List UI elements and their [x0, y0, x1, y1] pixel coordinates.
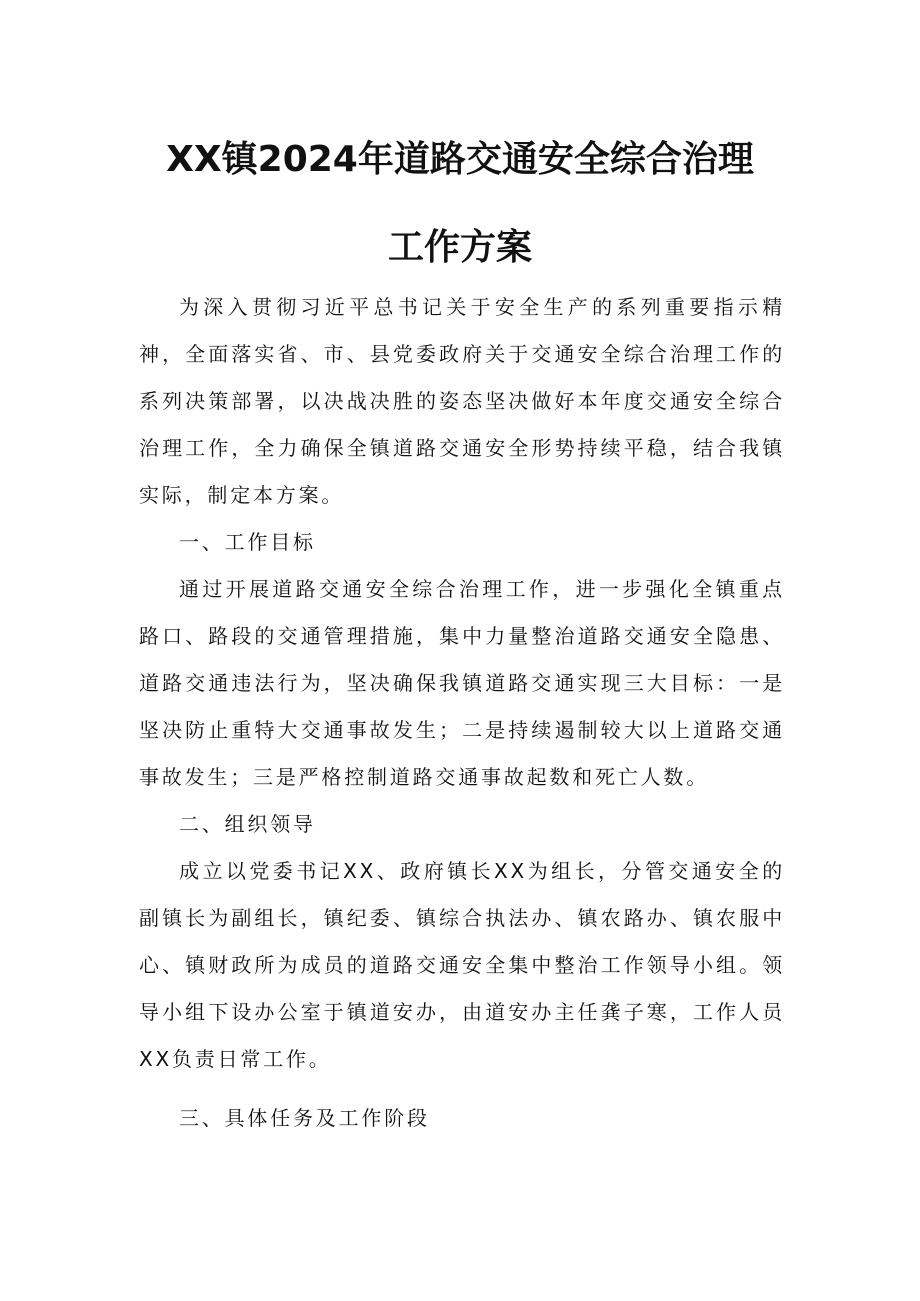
document-body [139, 284, 785, 1142]
document-title-line-1: XX镇2024年道路交通安全综合治理 [166, 139, 754, 180]
goals-paragraph: 通过开展道路交通安全综合治理工作，进一步强化全镇重点路口、路段的交通管理措施，集中力量整治道路交通安全隐患、道路交通违法行为，坚决确保我镇道路交通实现三大目标：一是坚决防止重特大交通事故发生；二是持续遏制较大以上道路交通事故发生；三是严格控制道路交通事故起数和死亡人数。 [139, 577, 785, 789]
leadership-paragraph: 成立以党委书记XX、政府镇长XX为组长，分管交通安全的副镇长为副组长，镇纪委、镇综合执法办、镇农路办、镇农服中心、镇财政所为成员的道路交通安全集中整治工作领导小组。领导小组下设办公室于镇道安办，由道安办主任龚子寒，工作人员XX负责日常工作。 [139, 859, 785, 1071]
document-title-line-2: 工作方案 [387, 227, 532, 268]
section-heading-leadership: 二、组织领导 [179, 812, 316, 836]
intro-paragraph: 为深入贯彻习近平总书记关于安全生产的系列重要指示精神，全面落实省、市、县党委政府关于交通安全综合治理工作的系列决策部署，以决战决胜的姿态坚决做好本年度交通安全综合治理工作，全力确保全镇道路交通安全形势持续平稳，结合我镇实际，制定本方案。 [139, 295, 785, 507]
section-heading-goals: 一、工作目标 [179, 530, 316, 554]
section-heading-tasks: 三、具体任务及工作阶段 [179, 1106, 430, 1130]
